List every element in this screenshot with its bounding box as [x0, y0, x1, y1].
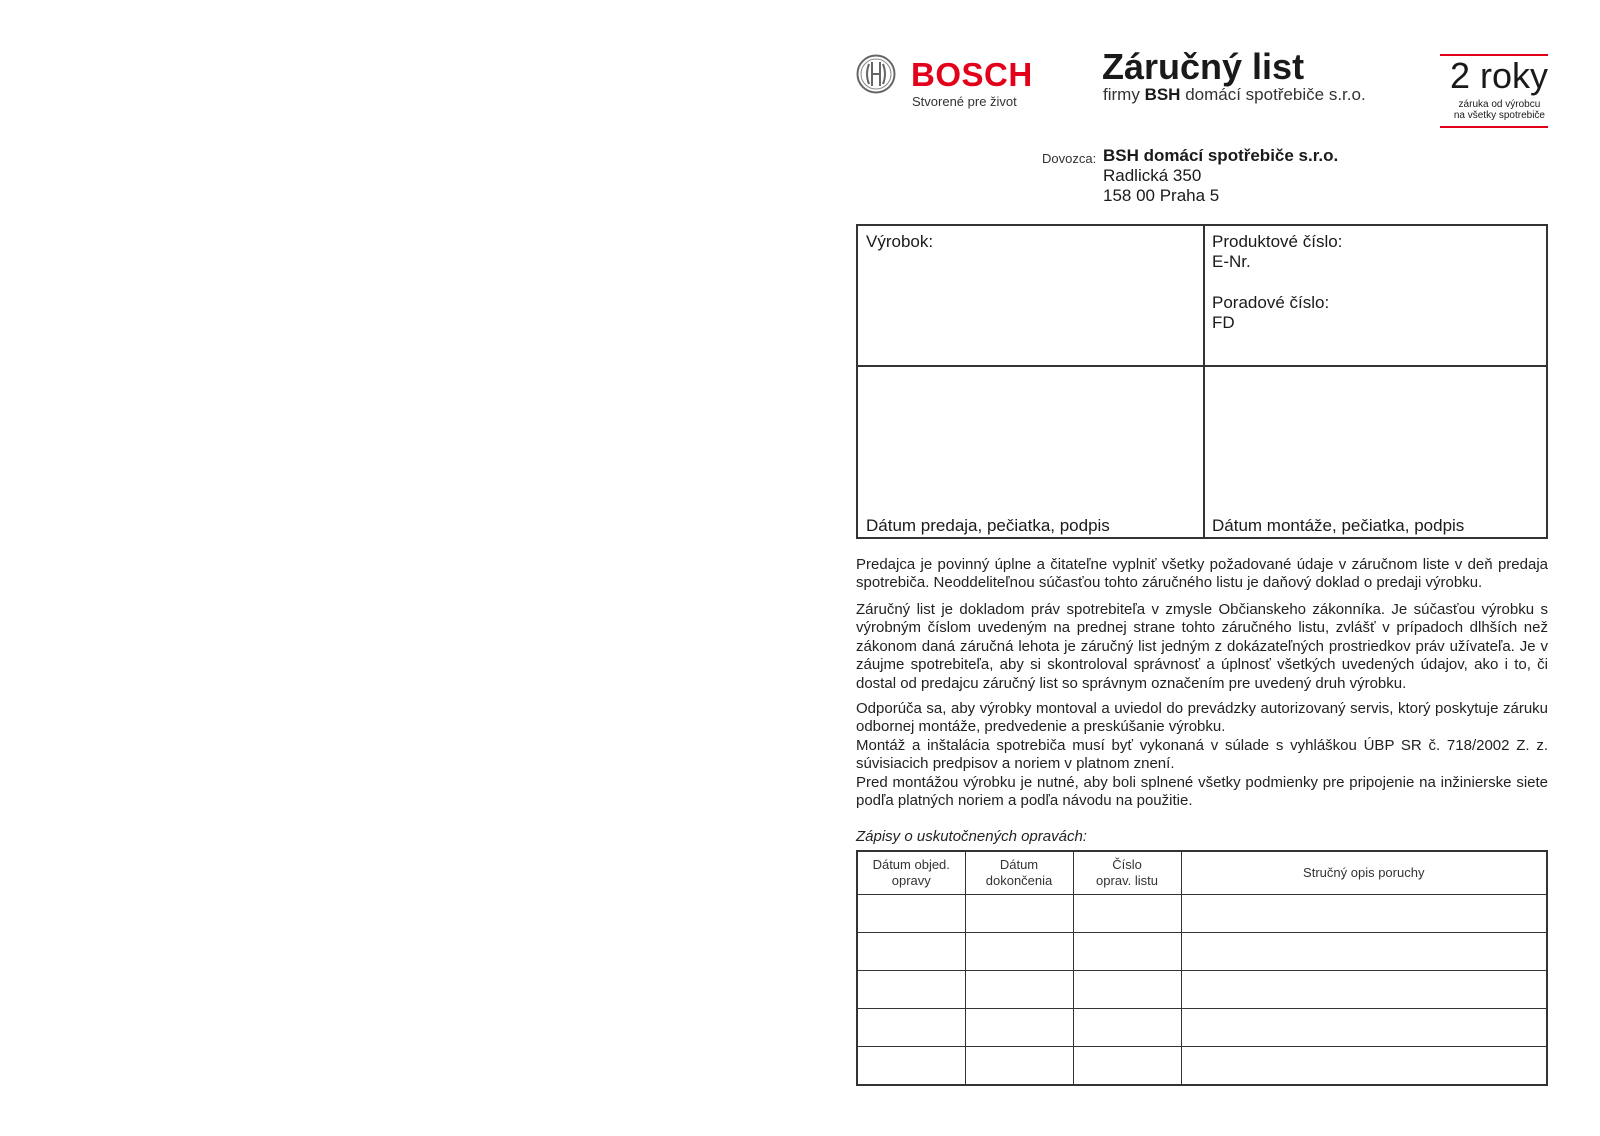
table-cell[interactable] — [965, 895, 1073, 933]
table-cell[interactable] — [965, 1009, 1073, 1047]
table-cell[interactable] — [1181, 1009, 1547, 1047]
table-row — [857, 933, 1547, 971]
document-subtitle — [1103, 85, 1366, 105]
col-repair-number — [1073, 851, 1181, 895]
warranty-duration: 2 roky — [1449, 55, 1548, 96]
paragraph-installation-conditions: Pred montážou výrobku je nutné, aby boli splnené všetky podmienky pre pripojenie na inžinierske siete podľa platných noriem a podľa návodu na použitie. — [856, 773, 1548, 810]
paragraph-installation — [856, 700, 1548, 810]
warranty-form — [856, 224, 1548, 539]
brand-name: BOSCH — [911, 56, 1033, 93]
table-cell[interactable] — [965, 971, 1073, 1009]
table-cell[interactable] — [1181, 971, 1547, 1009]
warranty-note — [1454, 99, 1545, 121]
table-cell[interactable] — [1073, 933, 1181, 971]
table-cell[interactable] — [857, 1047, 965, 1086]
product-number-block — [1212, 232, 1342, 333]
table-cell[interactable] — [857, 971, 965, 1009]
table-cell[interactable] — [1181, 895, 1547, 933]
form-divider-vertical — [1203, 226, 1205, 537]
serial-number-code: FD — [1212, 313, 1235, 332]
table-cell[interactable] — [857, 895, 965, 933]
col-order-date-line2: opravy — [891, 873, 931, 888]
table-cell[interactable] — [857, 933, 965, 971]
table-cell[interactable] — [1073, 1009, 1181, 1047]
importer-name: BSH domácí spotřebiče s.r.o. — [1103, 146, 1339, 165]
paragraph-consumer-rights: Záručný list je dokladom práv spotrebiteľa v zmysle Občianskeho zákonníka. Je súčasťou výrobku s výrobným číslom uvedeným na prednej strane tohto záručného listu, zvlášť v prípadoch dlhších než zákonom daná záručná lehota je záručný list jedným z dokázateľných prostriedkov práv užívateľa. Je v záujme spotrebiteľa, aby si skontroloval správnosť a úplnosť všetkých uvedených údajov, ako i to, či dostal od predajcu záručný list so správnym označením pre uvedený druh výrobku. — [856, 601, 1548, 692]
table-row — [857, 1047, 1547, 1086]
paragraph-installation-regulation: Montáž a inštalácia spotrebiča musí byť vykonaná v súlade s vyhláškou ÚBP SR č. 718/2002 Z. z. súvisiacich predpisov a noriem v platnom znení. — [856, 736, 1548, 773]
document-title: Záručný list — [1102, 46, 1305, 87]
col-repair-number-line1: Číslo — [1112, 857, 1142, 872]
importer-city: 158 00 Praha 5 — [1103, 186, 1220, 205]
product-number-code: E-Nr. — [1212, 252, 1251, 271]
warranty-note-line1: záruka od výrobcu — [1458, 99, 1541, 110]
serial-number-label: Poradové číslo: — [1212, 293, 1330, 312]
warranty-note-line2: na všetky spotrebiče — [1453, 110, 1545, 121]
table-cell[interactable] — [965, 933, 1073, 971]
paragraph-seller-duty: Predajca je povinný úplne a čitateľne vyplniť všetky požadované údaje v záručnom liste v deň predaja spotrebiča. Neoddeliteľnou súčasťou tohto záručného listu je daňový doklad o predaji výrobku. — [856, 556, 1548, 592]
table-row — [857, 895, 1547, 933]
subtitle-prefix: firmy — [1103, 85, 1140, 104]
table-cell[interactable] — [1181, 1047, 1547, 1086]
bosch-logo — [856, 54, 1036, 114]
product-label: Výrobok: — [866, 232, 934, 251]
table-cell[interactable] — [965, 1047, 1073, 1086]
table-cell[interactable] — [1181, 933, 1547, 971]
table-cell[interactable] — [857, 1009, 965, 1047]
table-cell[interactable] — [1073, 895, 1181, 933]
table-row — [857, 971, 1547, 1009]
bosch-armature-icon — [856, 54, 896, 94]
table-row — [857, 1009, 1547, 1047]
col-repair-number-line2: oprav. listu — [1096, 873, 1158, 888]
col-completion-date — [965, 851, 1073, 895]
repairs-header-row — [857, 851, 1547, 895]
sale-date-label: Dátum predaja, pečiatka, podpis — [866, 516, 1110, 535]
paragraph-installation-recommend: Odporúča sa, aby výrobky montoval a uviedol do prevádzky autorizovaný servis, ktorý poskytuje záruku odbornej montáže, predvedenie a preskúšanie výrobku. — [856, 700, 1548, 736]
col-fault-description: Stručný opis poruchy — [1181, 851, 1547, 895]
form-divider-horizontal — [858, 365, 1546, 367]
repairs-title: Zápisy o uskutočnených opravách: — [856, 828, 1087, 845]
importer-street: Radlická 350 — [1103, 166, 1202, 185]
col-order-date-line1: Dátum objed. — [872, 857, 950, 872]
repairs-table — [856, 850, 1548, 1086]
install-date-label: Dátum montáže, pečiatka, podpis — [1212, 516, 1465, 535]
warranty-badge — [1440, 54, 1548, 128]
col-completion-date-line2: dokončenia — [985, 873, 1053, 888]
table-cell[interactable] — [1073, 1047, 1181, 1086]
col-order-date — [857, 851, 965, 895]
brand-tagline: Stvorené pre život — [912, 94, 1017, 109]
importer-label: Dovozca: — [1042, 151, 1097, 166]
table-cell[interactable] — [1073, 971, 1181, 1009]
col-completion-date-line1: Dátum — [999, 857, 1039, 872]
importer-address — [1103, 146, 1338, 206]
subtitle-company: BSH — [1144, 85, 1181, 104]
product-number-label: Produktové číslo: — [1212, 232, 1343, 251]
subtitle-suffix: domácí spotřebiče s.r.o. — [1185, 85, 1366, 104]
